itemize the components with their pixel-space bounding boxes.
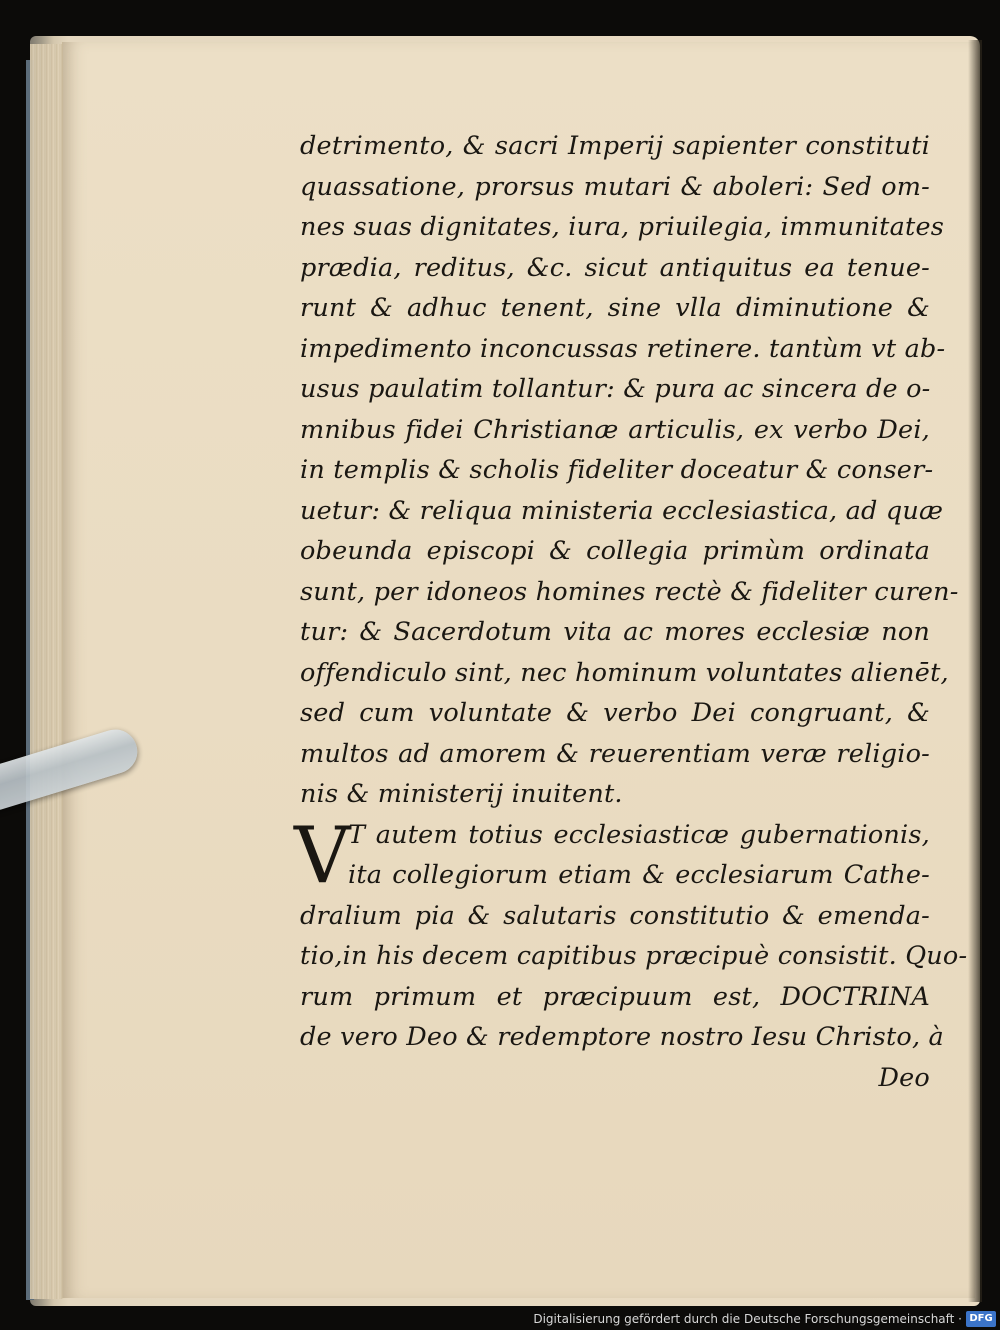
- text-line: ita collegiorum etiam & ecclesiarum Cathe-: [348, 860, 930, 890]
- text-line: sed cum voluntate & verbo Dei congruant, &: [300, 698, 930, 728]
- text-line: dralium pia & salutaris constitutio & emenda-: [300, 900, 930, 931]
- text-line: detrimento, & sacri Imperij sapienter constituti: [300, 131, 930, 161]
- text-line: in templis & scholis fideliter doceatur & conser-: [300, 455, 934, 485]
- paragraph-two: [294, 810, 968, 1099]
- left-leaf-edges: [30, 44, 64, 1299]
- text-line: tio,in his decem capitibus præcipuè consistit. Quo-: [300, 941, 968, 971]
- text-line: de vero Deo & redemptore nostro Iesu Christo, à: [300, 1022, 944, 1052]
- text-line: tur: & Sacerdotum vita ac mores ecclesiæ non: [300, 617, 930, 647]
- text-line: offendiculo sint, nec hominum voluntates alienēt,: [300, 657, 949, 688]
- drop-capital: V: [294, 810, 351, 901]
- dfg-logo-icon: DFG: [966, 1311, 996, 1327]
- text-line: T autem totius ecclesiasticæ gubernationis,: [348, 819, 930, 850]
- text-line: sunt, per idoneos homines rectè & fideliter curen-: [300, 576, 959, 607]
- funding-credit: Digitalisierung gefördert durch die Deutsche Forschungsgemeinschaft ·: [533, 1312, 962, 1326]
- catchword: Deo: [878, 1062, 930, 1093]
- text-line: multos ad amorem & reuerentiam veræ religio-: [300, 738, 930, 769]
- text-line: nes suas dignitates, iura, priuilegia, immunitates: [300, 212, 945, 242]
- text-block: [294, 126, 968, 1098]
- text-line: obeunda episcopi & collegia primùm ordinata: [300, 536, 930, 566]
- text-line: runt & adhuc tenent, sine vlla diminutione &: [300, 293, 930, 323]
- text-line: impedimento inconcussas retinere. tantùm vt ab-: [300, 333, 946, 364]
- text-line: quassatione, prorsus mutari & aboleri: Sed om-: [300, 171, 930, 202]
- text-line: mnibus fidei Christianæ articulis, ex verbo Dei,: [300, 414, 930, 445]
- text-line: usus paulatim tollantur: & pura ac sincera de o-: [300, 374, 931, 404]
- right-edge-shadow: [968, 40, 982, 1302]
- text-line: prædia, reditus, &c. sicut antiquitus ea tenue-: [300, 252, 930, 283]
- text-line: rum primum et præcipuum est, DOCTRINA: [300, 981, 930, 1012]
- text-line: nis & ministerij inuitent.: [300, 779, 623, 809]
- text-line: uetur: & reliqua ministeria ecclesiastica, ad quæ: [300, 495, 944, 526]
